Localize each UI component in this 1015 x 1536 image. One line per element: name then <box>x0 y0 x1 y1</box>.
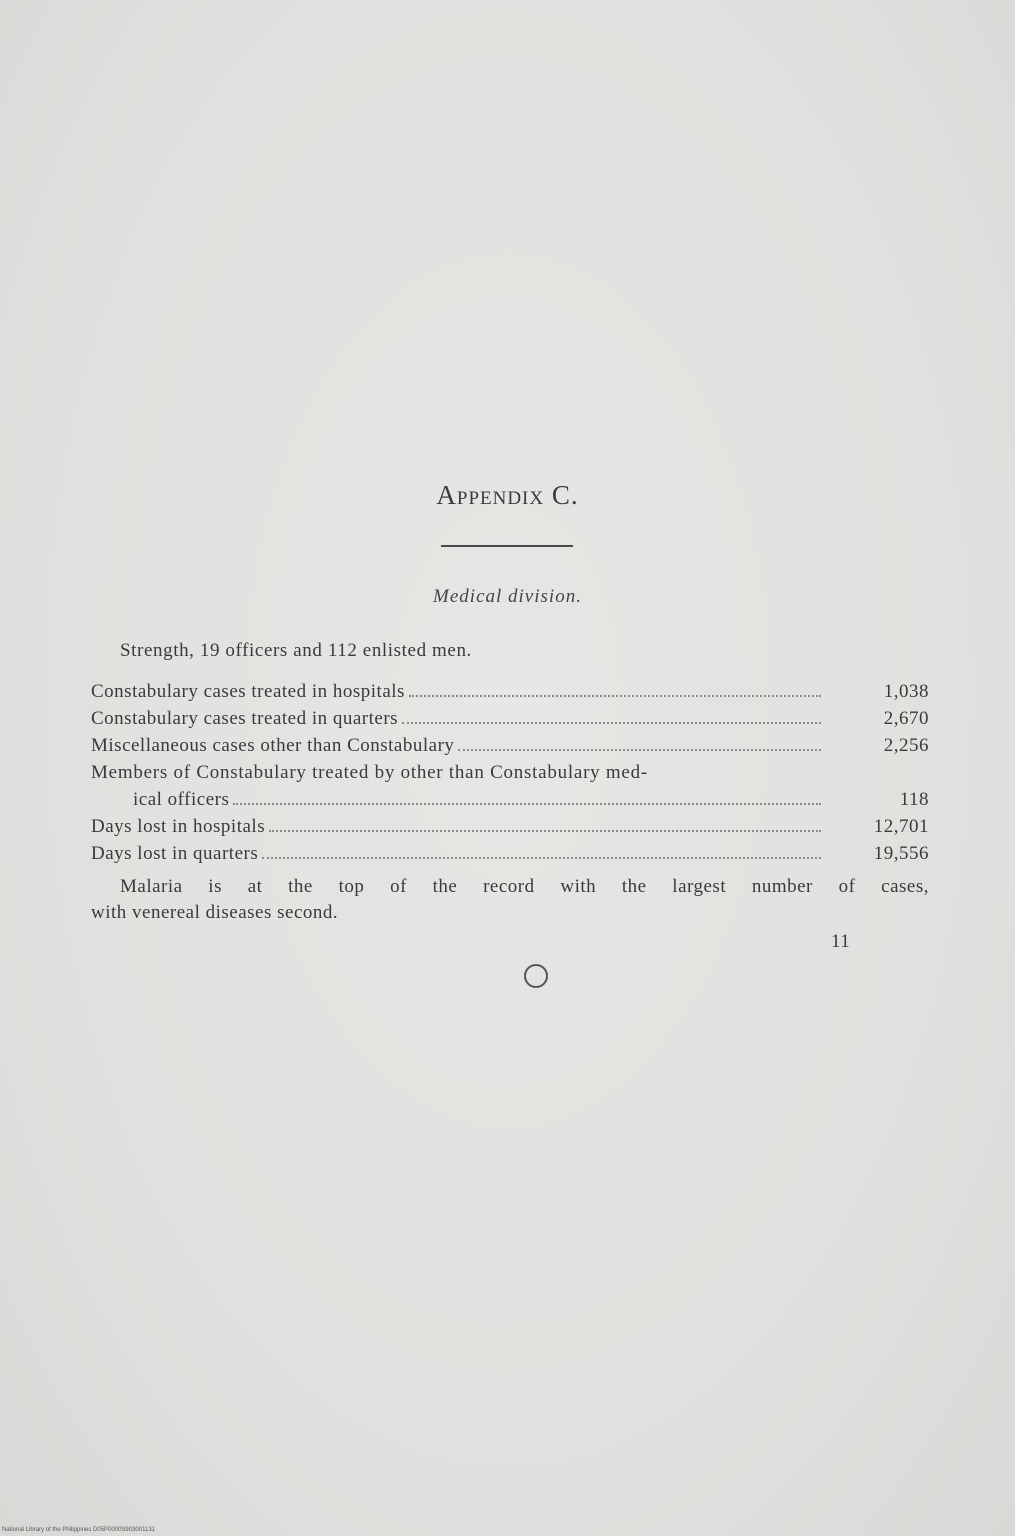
row-label: Constabulary cases treated in hospitals <box>91 681 405 702</box>
row-value: 12,701 <box>873 816 929 837</box>
row-value: 2,670 <box>883 708 929 729</box>
summary-paragraph <box>91 874 929 926</box>
table-row <box>91 730 929 757</box>
table-row <box>91 703 929 730</box>
table-row <box>91 676 929 703</box>
row-value: 118 <box>899 789 929 810</box>
paragraph-line: with venereal diseases second. <box>91 902 339 923</box>
table-row-wrapped-first <box>91 757 929 784</box>
row-value: 19,556 <box>873 843 929 864</box>
table-row <box>91 811 929 838</box>
archive-footer: National Library of the Philippines D05P0000S903001131 <box>2 1527 155 1533</box>
row-value: 2,256 <box>883 735 929 756</box>
statistics-table <box>91 676 929 865</box>
row-label: Constabulary cases treated in quarters <box>91 708 399 729</box>
appendix-letter: C. <box>551 480 579 510</box>
strength-line: Strength, 19 officers and 112 enlisted men. <box>120 640 472 661</box>
paragraph-line: Malaria is at the top of the record with the largest number of cases, <box>120 876 929 897</box>
dot-leader <box>233 803 821 805</box>
row-label: Days lost in quarters <box>91 843 259 864</box>
row-label: Miscellaneous cases other than Constabulary <box>91 735 455 756</box>
dot-leader <box>409 695 821 697</box>
title-rule <box>441 545 573 547</box>
row-label: Days lost in hospitals <box>91 816 266 837</box>
appendix-title <box>0 480 1015 511</box>
dot-leader <box>269 830 821 832</box>
row-label-continuation: ical officers <box>133 789 230 810</box>
table-row <box>91 838 929 865</box>
dot-leader <box>262 857 821 859</box>
table-row-wrapped-continuation <box>91 784 929 811</box>
appendix-word: Appendix <box>436 480 545 510</box>
dot-leader <box>458 749 821 751</box>
row-value: 1,038 <box>883 681 929 702</box>
section-subtitle: Medical division. <box>433 586 582 607</box>
page-number: 11 <box>831 931 851 952</box>
dot-leader <box>402 722 821 724</box>
punch-hole-circle <box>524 964 548 988</box>
row-label: Members of Constabulary treated by other than Constabulary med- <box>91 762 648 783</box>
